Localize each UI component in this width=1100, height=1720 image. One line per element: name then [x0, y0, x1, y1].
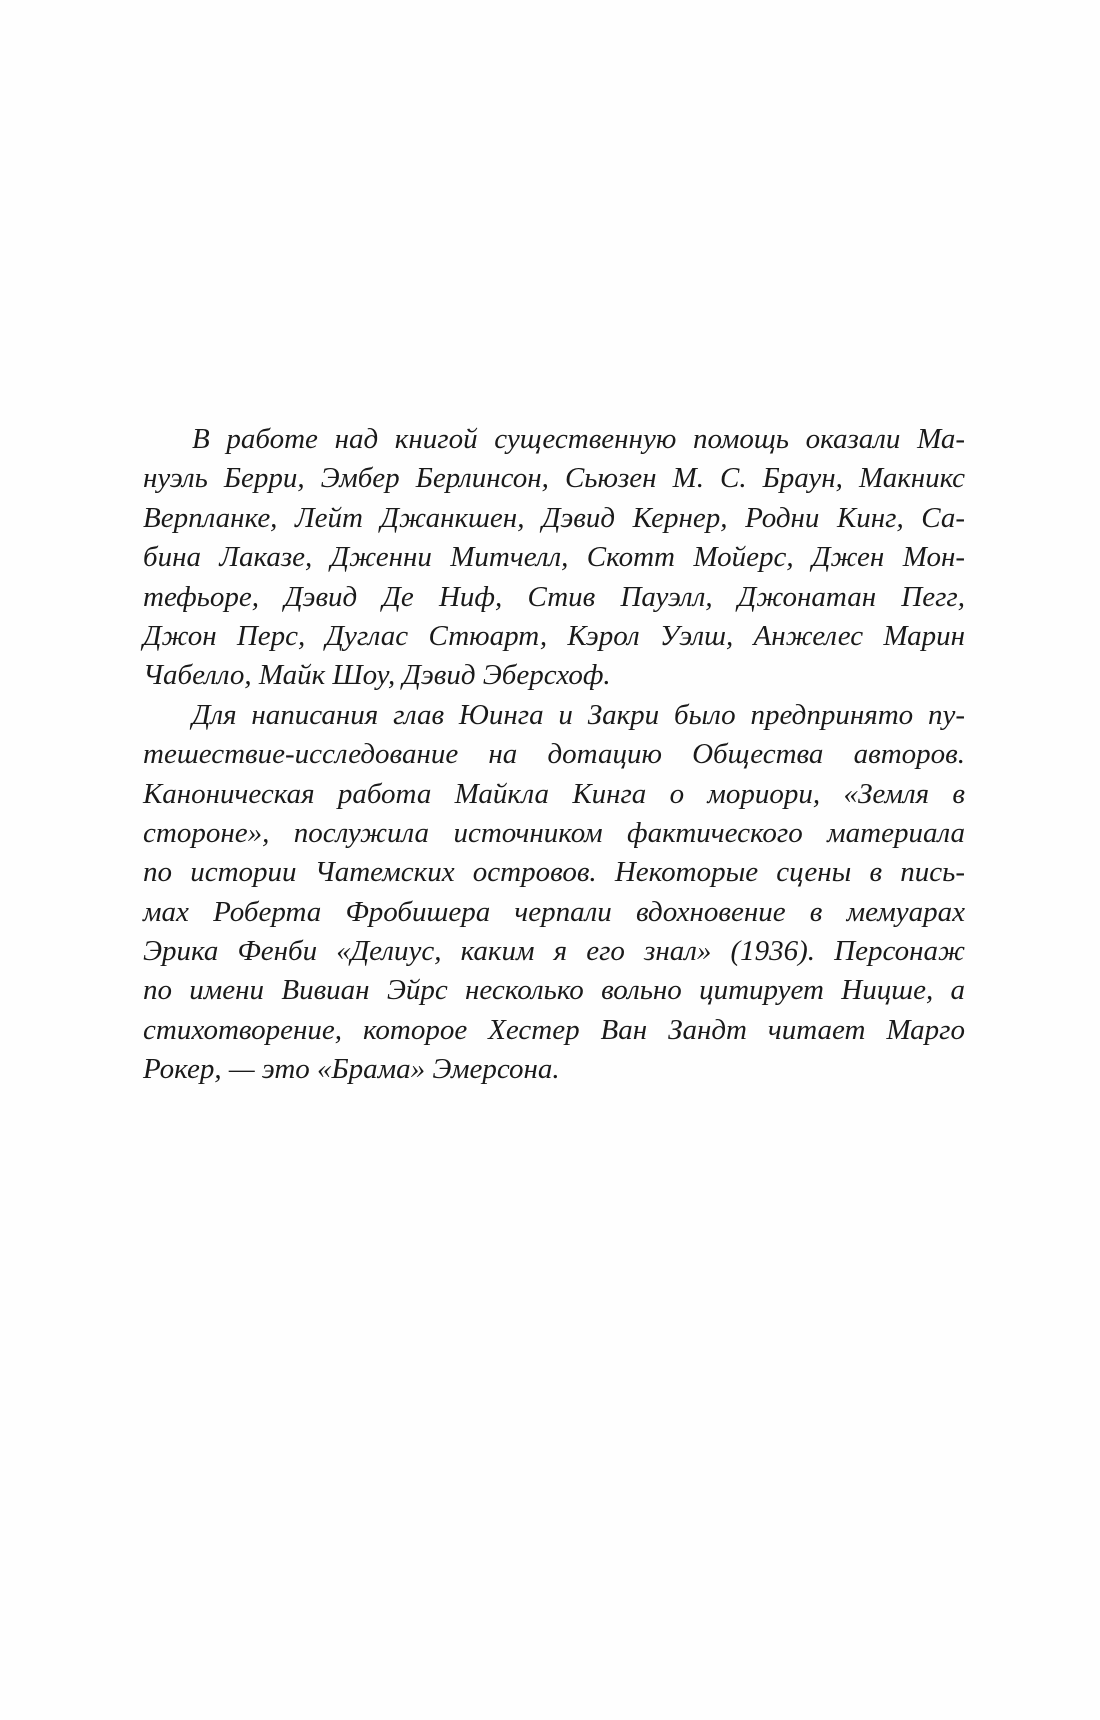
text-line: Рокер, — это «Брама» Эмерсона.	[143, 1053, 560, 1086]
text-line: нуэль Берри, Эмбер Берлинсон, Сьюзен М. С. Браун, Макникс	[143, 462, 965, 495]
text-line: тешествие-исследование на дотацию Общества авторов.	[143, 738, 965, 771]
text-line: В работе над книгой существенную помощь оказали Ма-	[192, 423, 965, 455]
text-line: Для написания глав Юинга и Закри было предпринято пу-	[192, 698, 965, 731]
text-line: стороне», послужила источником фактического материала	[143, 816, 965, 849]
text-line: Эрика Фенби «Делиус, каким я его знал» (1936). Персонаж	[143, 935, 965, 968]
text-line: Джон Перс, Дуглас Стюарт, Кэрол Уэлш, Анжелес Марин	[143, 619, 965, 652]
text-line: Чабелло, Майк Шоу, Дэвид Эберсхоф.	[143, 659, 611, 692]
text-line: Верпланке, Лейт Джанкшен, Дэвид Кернер, Родни Кинг, Са-	[143, 501, 965, 534]
acknowledgements-text	[143, 420, 965, 1090]
text-line: тефьоре, Дэвид Де Ниф, Стив Пауэлл, Джонатан Пегг,	[143, 580, 965, 613]
paragraph-2	[143, 696, 965, 1090]
text-line: Каноническая работа Майкла Кинга о мориори, «Земля в	[143, 777, 965, 810]
text-line: по имени Вивиан Эйрс несколько вольно цитирует Ницше, а	[143, 974, 965, 1007]
text-line: по истории Чатемских островов. Некоторые сцены в пись-	[143, 856, 965, 889]
text-line: бина Лаказе, Дженни Митчелл, Скотт Мойерс, Джен Мон-	[143, 541, 965, 574]
text-line: стихотворение, которое Хестер Ван Зандт читает Марго	[143, 1013, 965, 1046]
text-line: мах Роберта Фробишера черпали вдохновение в мемуарах	[143, 895, 965, 928]
paragraph-1	[143, 420, 965, 696]
